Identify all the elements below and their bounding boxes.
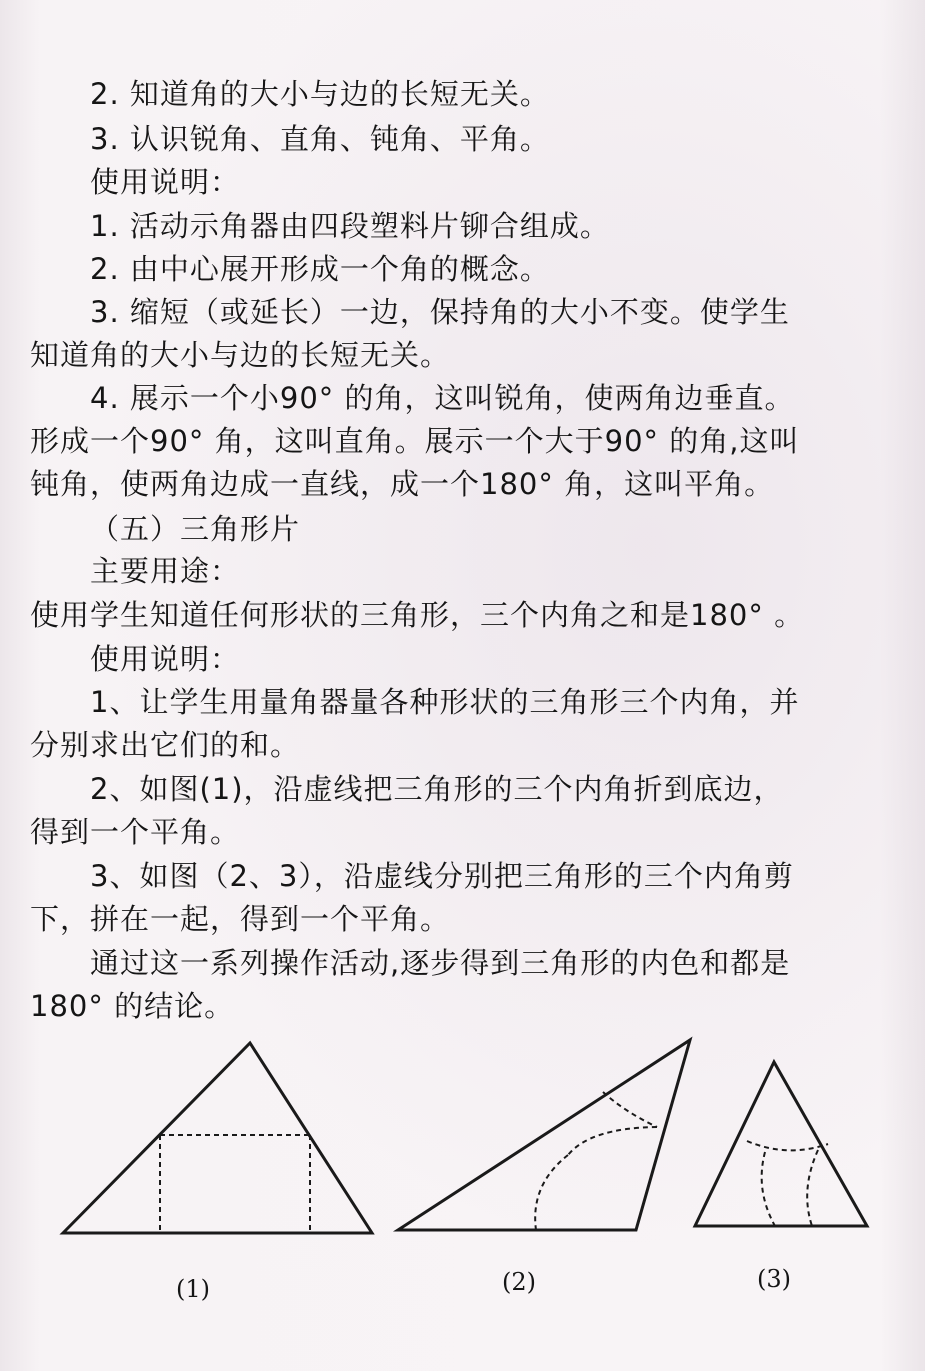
triangle-outline [63,1043,372,1233]
figure-1-triangle [63,1043,372,1233]
text-line: 180° 的结论。 [30,989,235,1023]
figure-1-caption: (1) [176,1275,210,1303]
section-heading: 使用说明： [90,642,241,676]
section-heading: 主要用途： [90,554,241,588]
text-line: 分别求出它们的和。 [30,728,301,762]
figure-3-triangle [695,1062,867,1226]
text-line: 3. 缩短（或延长）一边，保持角的大小不变。使学生 [90,295,790,329]
text-line: 得到一个平角。 [30,815,241,849]
figure-2-caption: (2) [502,1268,536,1296]
text-line: 钝角，使两角边成一直线，成一个180° 角，这叫平角。 [30,467,775,501]
text-line: 下，拼在一起，得到一个平角。 [30,902,451,936]
figure-2-triangle [398,1040,690,1230]
text-line: 3、如图（2、3），沿虚线分别把三角形的三个内角剪 [90,859,794,893]
text-line: 2. 知道角的大小与边的长短无关。 [90,77,550,111]
text-line: 1. 活动示角器由四段塑料片铆合组成。 [90,209,610,243]
text-line: 3. 认识锐角、直角、钝角、平角。 [90,122,550,156]
text-line: 2. 由中心展开形成一个角的概念。 [90,252,550,286]
text-line: 通过这一系列操作活动,逐步得到三角形的内色和都是 [90,946,791,980]
text-line: 使用学生知道任何形状的三角形，三个内角之和是180° 。 [30,598,805,632]
triangle-outline [398,1040,690,1230]
text-line: 2、如图(1)，沿虚线把三角形的三个内角折到底边， [90,772,784,806]
triangle-figures [0,1020,925,1280]
text-line: 知道角的大小与边的长短无关。 [30,338,451,372]
figure-3-caption: (3) [757,1265,791,1293]
fold-dashed-lines [160,1135,310,1233]
text-line: 形成一个90° 角，这叫直角。展示一个大于90° 的角,这叫 [30,424,800,458]
triangle-outline [695,1062,867,1226]
cut-dashed-arcs [747,1141,828,1226]
text-line: 1、让学生用量角器量各种形状的三角形三个内角，并 [90,685,800,719]
section-heading: 使用说明： [90,165,241,199]
text-line: 4. 展示一个小90° 的角，这叫锐角，使两角边垂直。 [90,381,795,415]
cut-dashed-arcs [535,1092,657,1230]
section-title: （五）三角形片 [90,512,301,546]
